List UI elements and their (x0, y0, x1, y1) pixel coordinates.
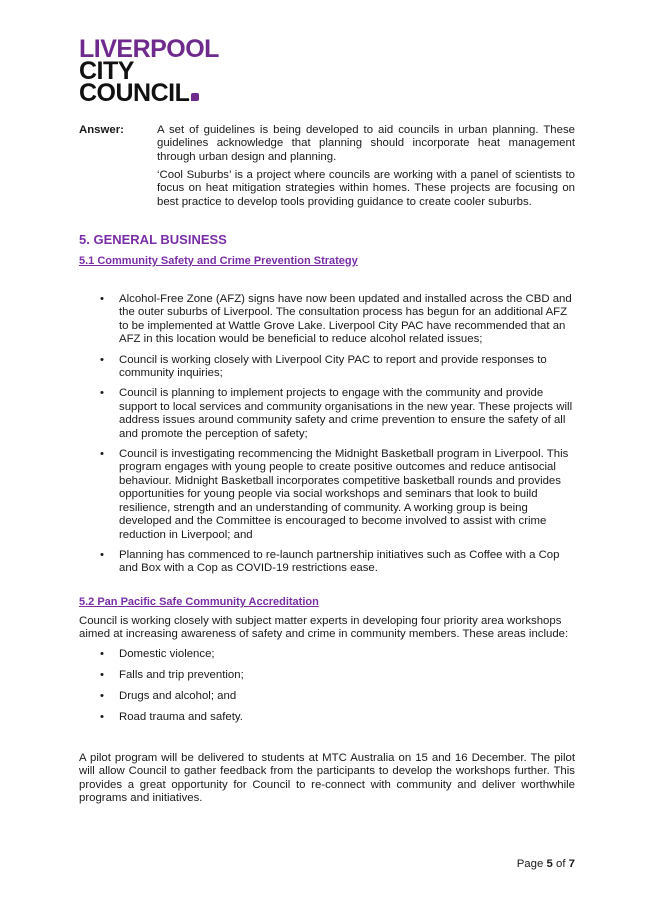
pilot-program-paragraph: A pilot program will be delivered to students at MTC Australia on 15 and 16 December. The pilot will allow Council to gather feedback from the participants to develop the workshops further. This provides a great opportunity for Council to re-connect with community and deliver worthwhile programs and initiatives. (79, 752, 575, 805)
answer-paragraph-2: ‘Cool Suburbs’ is a project where councils are working with a panel of scientists to focus on heat mitigation strategies within homes. These projects are focusing on best practice to develop tools providing guidance to create cooler suburbs. (157, 169, 575, 208)
logo-council-text: COUNCIL (79, 79, 190, 107)
list-item (100, 648, 575, 661)
bullet-icon: • (100, 293, 104, 305)
list-item-text: Drugs and alcohol; and (119, 689, 237, 702)
bullet-icon: • (100, 548, 104, 561)
list-item (100, 669, 575, 682)
answer-paragraph-1: A set of guidelines is being developed to aid councils in urban planning. These guidelines acknowledge that planning should incorporate heat management through urban design and planning. (157, 124, 575, 163)
community-safety-list (100, 293, 575, 583)
list-item (100, 448, 575, 542)
subsection-heading-5-1: 5.1 Community Safety and Crime Prevention Strategy (79, 255, 358, 267)
list-item (100, 711, 575, 724)
bullet-icon: • (100, 689, 104, 702)
list-item (100, 387, 575, 441)
logo-line-city: CITY (79, 57, 134, 85)
list-item (100, 293, 575, 347)
list-item-text: Alcohol-Free Zone (AFZ) signs have now been updated and installed across the CBD and the outer suburbs of Liverpool. The consultation process has begun for an additional AFZ to be implemented at Wattle Grove Lake. Liverpool City PAC have recommended that an AFZ in this location would be beneficial to reduce alcohol related issues; (119, 293, 572, 346)
council-logo (79, 35, 229, 107)
of-label: of (555, 858, 566, 870)
list-item-text: Council is working closely with Liverpool City PAC to report and provide responses to community inquiries; (119, 353, 547, 380)
bullet-icon: • (100, 387, 104, 400)
bullet-icon: • (100, 648, 104, 660)
bullet-icon: • (100, 710, 104, 723)
list-item (100, 354, 575, 381)
logo-mark-icon (191, 93, 199, 101)
list-item (100, 549, 575, 576)
answer-label: Answer: (79, 124, 124, 136)
logo-line-liverpool: LIVERPOOL (79, 35, 219, 63)
subsection-heading-5-2: 5.2 Pan Pacific Safe Community Accreditation (79, 596, 319, 608)
page-number (517, 858, 575, 870)
list-item-text: Road trauma and safety. (119, 710, 243, 723)
logo-line-council (79, 79, 229, 107)
bullet-icon: • (100, 668, 104, 681)
total-pages: 7 (568, 858, 575, 870)
list-item-text: Domestic violence; (119, 648, 215, 660)
section-heading: 5. GENERAL BUSINESS (79, 232, 227, 247)
list-item-text: Planning has commenced to re-launch partnership initiatives such as Coffee with a Cop and Box with a Cop as COVID-19 restrictions ease. (119, 548, 560, 575)
bullet-icon: • (100, 353, 104, 366)
list-item-text: Council is planning to implement projects to engage with the community and provide support to local services and community organisations in the new year. These projects will address issues around community safety and crime prevention to ensure the safety of all and promote the perception of safety; (119, 387, 573, 440)
current-page: 5 (546, 858, 553, 870)
priority-areas-list (100, 648, 575, 732)
list-item-text: Falls and trip prevention; (119, 668, 244, 681)
page-label: Page (516, 858, 544, 870)
list-item (100, 690, 575, 703)
accreditation-intro: Council is working closely with subject matter experts in developing four priority area workshops aimed at increasing awareness of safety and crime in community members. These areas include: (79, 615, 569, 641)
list-item-text: Council is investigating recommencing the Midnight Basketball program in Liverpool. This program engages with young people to create positive outcomes and reduce antisocial behaviour. Midnight Basketball incorporates competitive basketball rounds and provides opportunities for young people via social workshops and seminars that look to build resilience, strength and an understanding of community. A working group is being developed and the Committee is encouraged to become involved to assist with crime reduction in Liverpool; and (119, 448, 569, 541)
bullet-icon: • (100, 448, 104, 461)
